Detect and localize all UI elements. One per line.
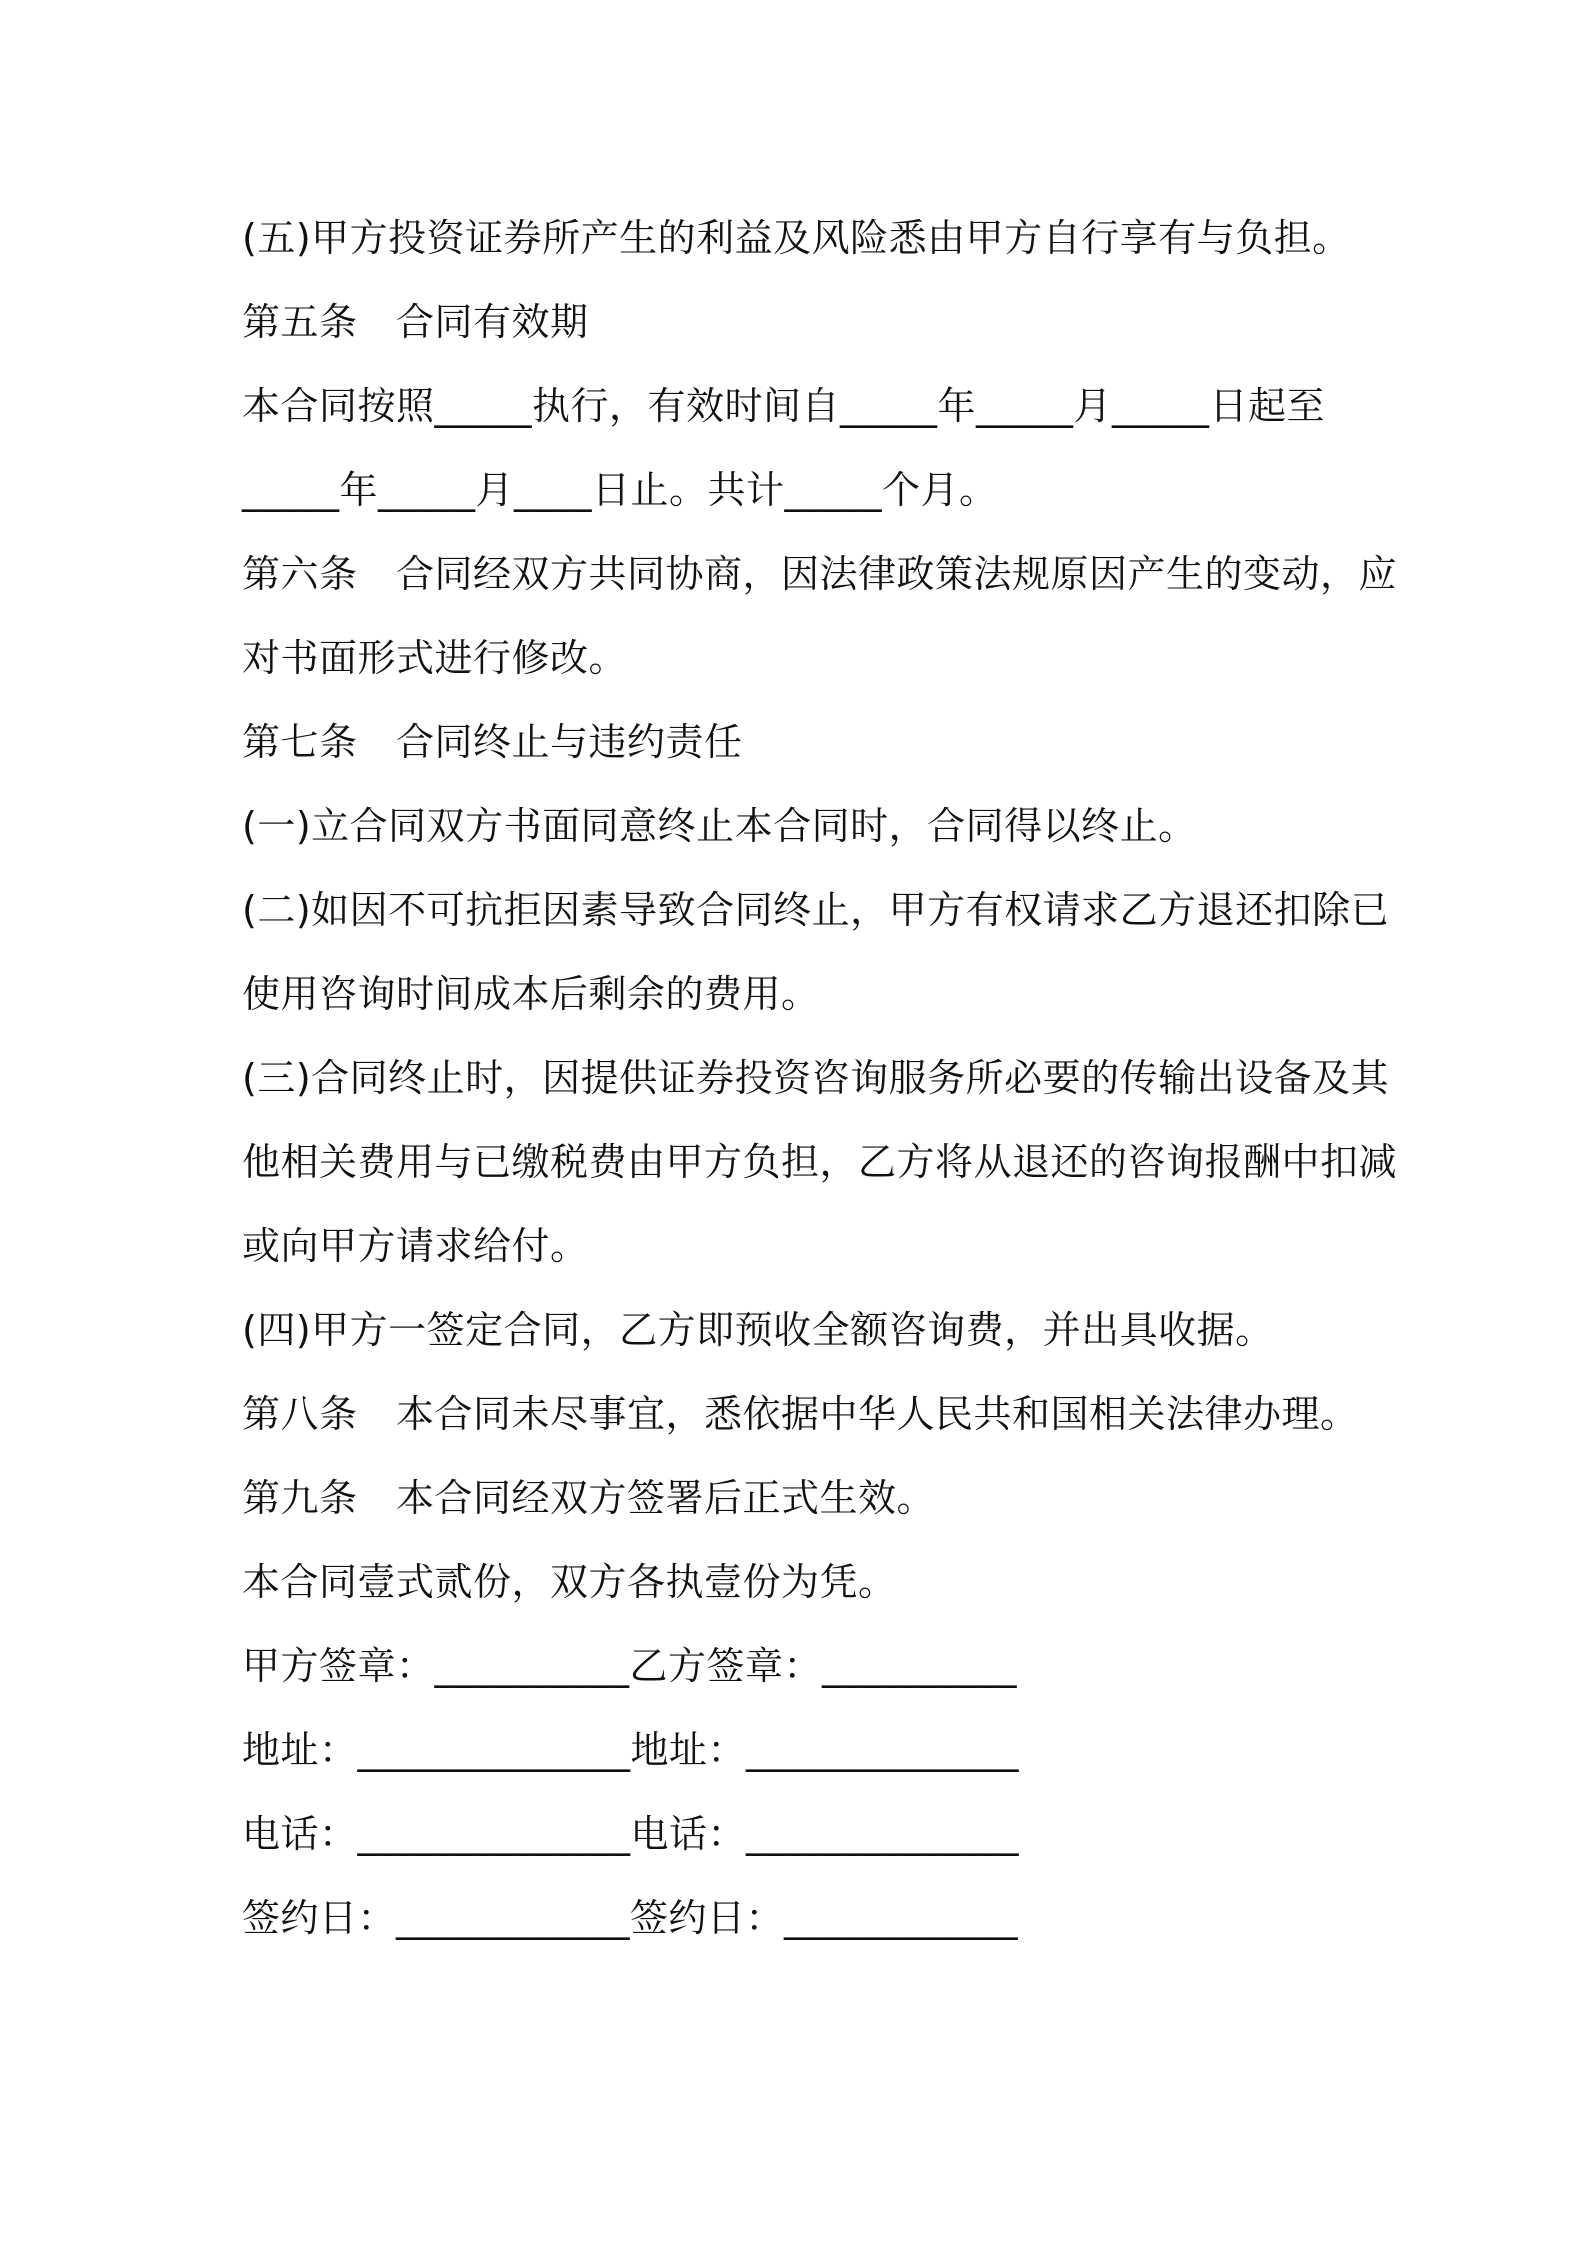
article-5-text-line-2: _____年_____月____日止。共计_____个月。 [242,468,998,512]
phone-row [242,1792,1372,1876]
article-7-item-2-line-1: (二)如因不可抗拒因素导致合同终止，甲方有权请求乙方退还扣除已 [242,888,1390,932]
article-7-item-2-line-2: 使用咨询时间成本后剩余的费用。 [242,972,820,1016]
sign-date-row [242,1876,1372,1960]
article-6-line-2: 对书面形式进行修改。 [242,636,628,680]
article-7-item-1: (一)立合同双方书面同意终止本合同时，合同得以终止。 [242,804,1197,848]
party-a-seal-field: 甲方签章：__________ [242,1644,630,1688]
copies-statement: 本合同壹式贰份，双方各执壹份为凭。 [242,1560,897,1604]
article-5-text-line-1: 本合同按照_____执行，有效时间自_____年_____月_____日起至 [242,384,1326,428]
article-5-heading: 第五条 合同有效期 [242,300,589,344]
party-b-seal-field: 乙方签章：__________ [629,1644,1018,1688]
article-7-item-3-line-2: 他相关费用与已缴税费由甲方负担，乙方将从退还的咨询报酬中扣减 [242,1140,1398,1184]
article-7-heading: 第七条 合同终止与违约责任 [242,720,743,764]
seal-row [242,1624,1372,1708]
party-a-address-field: 地址：______________ [242,1728,631,1772]
article-8: 第八条 本合同未尽事宜，悉依据中华人民共和国相关法律办理。 [242,1392,1359,1436]
party-b-phone-field: 电话：______________ [630,1812,1020,1856]
article-6-line-1: 第六条 合同经双方共同协商，因法律政策法规原因产生的变动，应 [242,552,1398,596]
address-row [242,1708,1372,1792]
party-b-date-field: 签约日：____________ [630,1896,1019,1940]
article-7-item-3-line-1: (三)合同终止时，因提供证券投资咨询服务所必要的传输出设备及其 [242,1056,1390,1100]
contract-body [242,196,1398,1960]
party-b-address-field: 地址：______________ [630,1728,1020,1772]
article-7-item-3-line-3: 或向甲方请求给付。 [242,1224,589,1268]
party-a-date-field: 签约日：____________ [242,1896,631,1940]
article-7-item-4: (四)甲方一签定合同，乙方即预收全额咨询费，并出具收据。 [242,1308,1274,1352]
article-9: 第九条 本合同经双方签署后正式生效。 [242,1476,936,1520]
clause-4-item-5: (五)甲方投资证券所产生的利益及风险悉由甲方自行享有与负担。 [242,216,1351,260]
party-a-phone-field: 电话：______________ [242,1812,631,1856]
